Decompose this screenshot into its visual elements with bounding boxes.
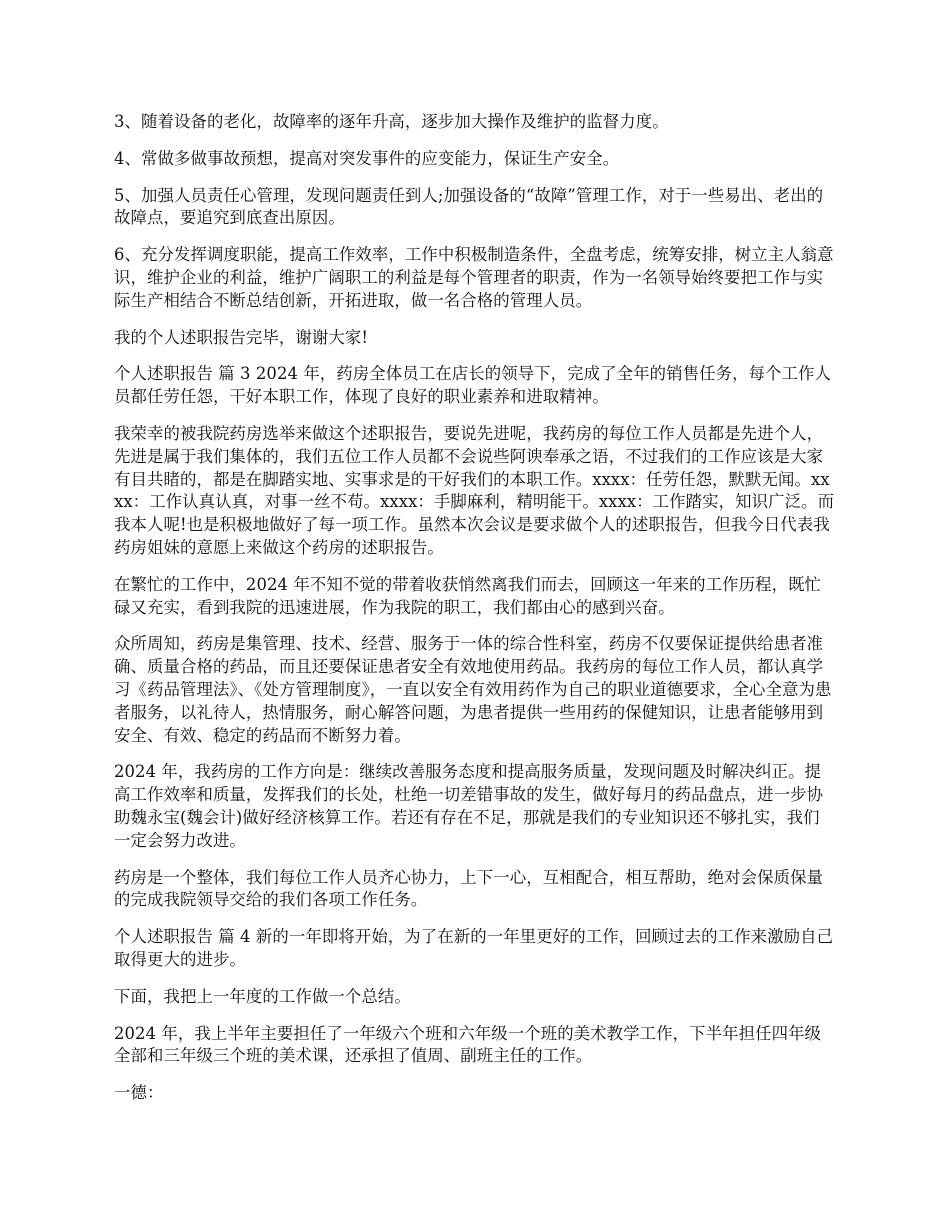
report-3-intro: 个人述职报告 篇 3 2024 年，药房全体员工在店长的领导下，完成了全年的销售任务，每个工作人员都任劳任怨，干好本职工作，体现了良好的职业素养和进取精神。 xyxy=(114,364,832,407)
closing-remark: 我的个人述职报告完毕，谢谢大家! xyxy=(114,327,369,347)
report-4-paragraph: 2024 年，我上半年主要担任了一年级六个班和六年级一个班的美术教学工作，下半年担任四年级全部和三年级三个班的美术课，还承担了值周、副班主任的工作。 xyxy=(114,1023,822,1066)
report-3-paragraph: 在繁忙的工作中，2024 年不知不觉的带着收获悄然离我们而去，回顾这一年来的工作历程，既忙碌又充实，看到我院的迅速进展，作为我院的职工，我们都由心的感到兴奋。 xyxy=(114,574,822,617)
paragraph-item-4: 4、常做多做事故预想，提高对突发事件的应变能力，保证生产安全。 xyxy=(114,148,620,168)
paragraph-item-6: 6、充分发挥调度职能，提高工作效率，工作中积极制造条件，全盘考虑，统筹安排，树立主人翁意识，维护企业的利益，维护广阔职工的利益是每个管理者的职责，作为一名领导始终要把工作与实际生产相结合不断总结创新，开拓进取，做一名合格的管理人员。 xyxy=(114,245,834,310)
report-3-paragraph: 药房是一个整体，我们每位工作人员齐心协力，上下一心，互相配合，相互帮助，绝对会保质保量的完成我院领导交给的我们各项工作任务。 xyxy=(114,867,824,910)
report-3-paragraph: 2024 年，我药房的工作方向是：继续改善服务态度和提高服务质量，发现问题及时解决纠正。提高工作效率和质量，发挥我们的长处，杜绝一切差错事故的发生，做好每月的药品盘点，进一步协助魏永宝(魏会计)做好经济核算工作。若还有存在不足，那就是我们的专业知识还不够扎实，我们一定会努力改进。 xyxy=(114,762,824,850)
report-3-paragraph: 我荣幸的被我院药房选举来做这个述职报告，要说先进呢，我药房的每位工作人员都是先进个人，先进是属于我们集体的，我们五位工作人员都不会说些阿谀奉承之语，不过我们的工作应该是大家有目共睹的，都是在脚踏实地、实事求是的干好我们的本职工作。xxxx：任劳任怨，默默无闻。xxxx：工作认真认真，对事一丝不苟。xxxx：手脚麻利，精明能干。xxxx：工作踏实，知识广泛。而我本人呢!也是积极地做好了每一项工作。虽然本次会议是要求做个人的述职报告，但我今日代表我药房姐妹的意愿上来做这个药房的述职报告。 xyxy=(114,423,835,557)
report-3-paragraph: 众所周知，药房是集管理、技术、经营、服务于一体的综合性科室，药房不仅要保证提供给患者准确、质量合格的药品，而且还要保证患者安全有效地使用药品。我药房的每位工作人员，都认真学习《药品管理法》、《处方管理制度》，一直以安全有效用药作为自己的职业道德要求，全心全意为患者服务，以礼待人，热情服务，耐心解答问题，为患者提供一些用药的保健知识，让患者能够用到安全、有效、稳定的药品而不断努力着。 xyxy=(114,634,832,745)
paragraph-item-5: 5、加强人员责任心管理，发现问题责任到人;加强设备的“故障”管理工作，对于一些易出、老出的故障点，要追究到底查出原因。 xyxy=(114,185,824,228)
paragraph-item-3: 3、随着设备的老化，故障率的逐年升高，逐步加大操作及维护的监督力度。 xyxy=(114,112,669,131)
report-4-paragraph: 下面，我把上一年度的工作做一个总结。 xyxy=(114,986,411,1006)
section-heading-de: 一德： xyxy=(114,1083,164,1103)
document-body xyxy=(114,111,836,1119)
report-4-intro: 个人述职报告 篇 4 新的一年即将开始，为了在新的一年里更好的工作，回顾过去的工作来激励自己取得更大的进步。 xyxy=(114,927,834,969)
